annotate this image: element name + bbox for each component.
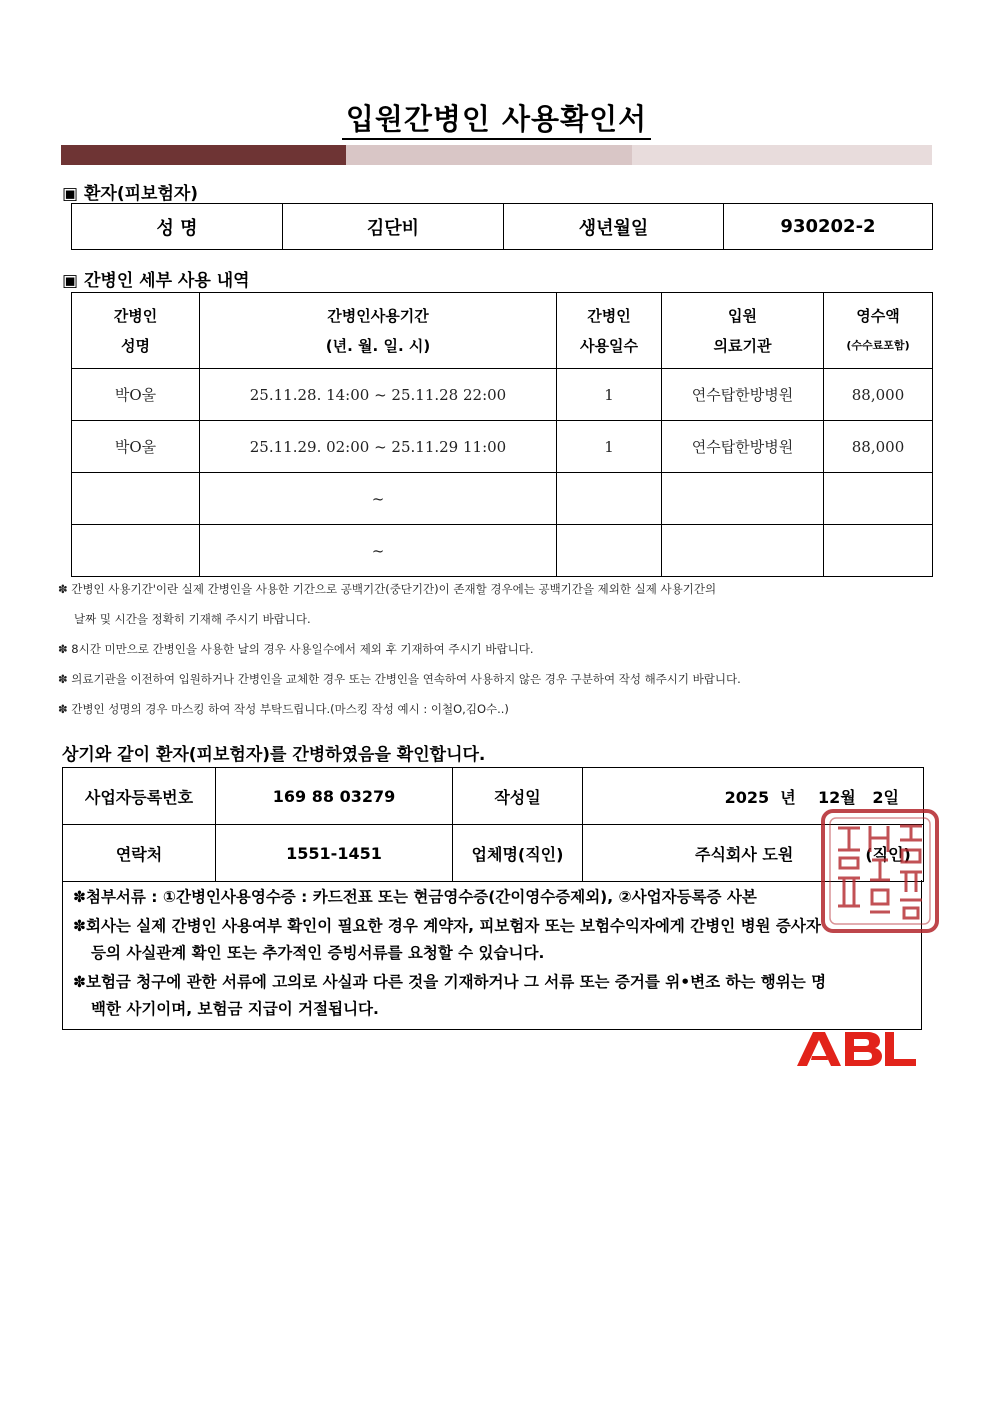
birth-value: 930202-2: [724, 204, 933, 250]
attachment-line: 등의 사실관계 확인 또는 추가적인 증빙서류를 요청할 수 있습니다.: [91, 944, 545, 962]
note-line: ✽ 간병인 성명의 경우 마스킹 하여 작성 부탁드립니다.(마스킹 작성 예시 : 이철O,김O수..): [58, 702, 509, 716]
cell-hospital: 연수탑한방병원: [662, 421, 824, 473]
cell-days: [557, 525, 662, 577]
cell-caregiver: [72, 473, 200, 525]
attachment-line: ✽보험금 청구에 관한 서류에 고의로 사실과 다른 것을 기재하거나 그 서류 또는 증거를 위•변조 하는 행위는 명: [73, 973, 827, 991]
reg-label: 사업자등록번호: [63, 768, 216, 825]
cell-period: 25.11.28. 14:00 ~ 25.11.28 22:00: [200, 369, 557, 421]
company-table: [62, 767, 924, 882]
header-bar-mid: [346, 145, 632, 165]
attachments-box: [62, 880, 922, 1030]
company-value: 주식회사 도원 (직인): [583, 825, 924, 882]
cell-hospital: [662, 473, 824, 525]
header-days: 간병인 사용일수: [557, 293, 662, 369]
name-label: 성 명: [72, 204, 283, 250]
cell-amount: [824, 473, 933, 525]
cell-period: 25.11.29. 02:00 ~ 25.11.29 11:00: [200, 421, 557, 473]
cell-hospital: 연수탑한방병원: [662, 369, 824, 421]
cell-hospital: [662, 525, 824, 577]
patient-section-heading: ▣ 환자(피보험자): [62, 184, 199, 204]
header-bar-light: [632, 145, 932, 165]
cell-amount: 88,000: [824, 421, 933, 473]
usage-table: [71, 292, 933, 577]
confirmation-statement: 상기와 같이 환자(피보험자)를 간병하였음을 확인합니다.: [62, 745, 486, 765]
note-line: ✽ 8시간 미만으로 간병인을 사용한 날의 경우 사용일수에서 제외 후 기재하여 주시기 바랍니다.: [58, 642, 534, 656]
header-caregiver: 간병인 성명: [72, 293, 200, 369]
header-hospital: 입원 의료기관: [662, 293, 824, 369]
usage-section-heading: ▣ 간병인 세부 사용 내역: [62, 271, 250, 291]
header-bar-dark: [61, 145, 346, 165]
usage-header-row: [72, 293, 933, 369]
attachment-line: ✽회사는 실제 간병인 사용여부 확인이 필요한 경우 계약자, 피보험자 또는 보험수익자에게 간병인 병원 증사자: [73, 917, 821, 935]
date-label: 작성일: [453, 768, 583, 825]
abl-logo-icon: [795, 1030, 917, 1068]
table-row: [72, 473, 933, 525]
contact-label: 연락처: [63, 825, 216, 882]
reg-value: 169 88 03279: [216, 768, 453, 825]
cell-caregiver: [72, 525, 200, 577]
attachment-line: ✽첨부서류 : ①간병인사용영수증 : 카드전표 또는 현금영수증(간이영수증제외), ②사업자등록증 사본: [73, 888, 757, 906]
company-label: 업체명(직인): [453, 825, 583, 882]
note-line: ✽ 간병인 사용기간'이란 실제 간병인을 사용한 기간으로 공백기간(중단기간)이 존재할 경우에는 공백기간을 제외한 실제 사용기간의: [58, 582, 717, 596]
table-row: [72, 421, 933, 473]
table-row: [72, 525, 933, 577]
table-row: [72, 369, 933, 421]
header-period: 간병인사용기간 (년. 월. 일. 시): [200, 293, 557, 369]
contact-value: 1551-1451: [216, 825, 453, 882]
name-value: 김단비: [283, 204, 504, 250]
cell-days: [557, 473, 662, 525]
birth-label: 생년월일: [504, 204, 724, 250]
cell-amount: [824, 525, 933, 577]
date-value: 2025 년 12월 2일: [583, 768, 924, 825]
cell-days: 1: [557, 421, 662, 473]
note-line: 날짜 및 시간을 정확히 기재해 주시기 바랍니다.: [74, 612, 311, 626]
cell-period: ~: [200, 525, 557, 577]
note-line: ✽ 의료기관을 이전하여 입원하거나 간병인을 교체한 경우 또는 간병인을 연속하여 사용하지 않은 경우 구분하여 작성 해주시기 바랍니다.: [58, 672, 741, 686]
company-seal-icon: [820, 808, 940, 934]
cell-amount: 88,000: [824, 369, 933, 421]
cell-caregiver: 박O울: [72, 369, 200, 421]
seal-mark-text: (직인): [865, 844, 911, 864]
cell-days: 1: [557, 369, 662, 421]
cell-period: ~: [200, 473, 557, 525]
header-amount: 영수액 (수수료포함): [824, 293, 933, 369]
attachment-line: 백한 사기이며, 보험금 지급이 거절됩니다.: [91, 1000, 379, 1018]
patient-table: [71, 203, 933, 250]
cell-caregiver: 박O울: [72, 421, 200, 473]
document-title: 입원간병인 사용확인서: [0, 97, 993, 138]
